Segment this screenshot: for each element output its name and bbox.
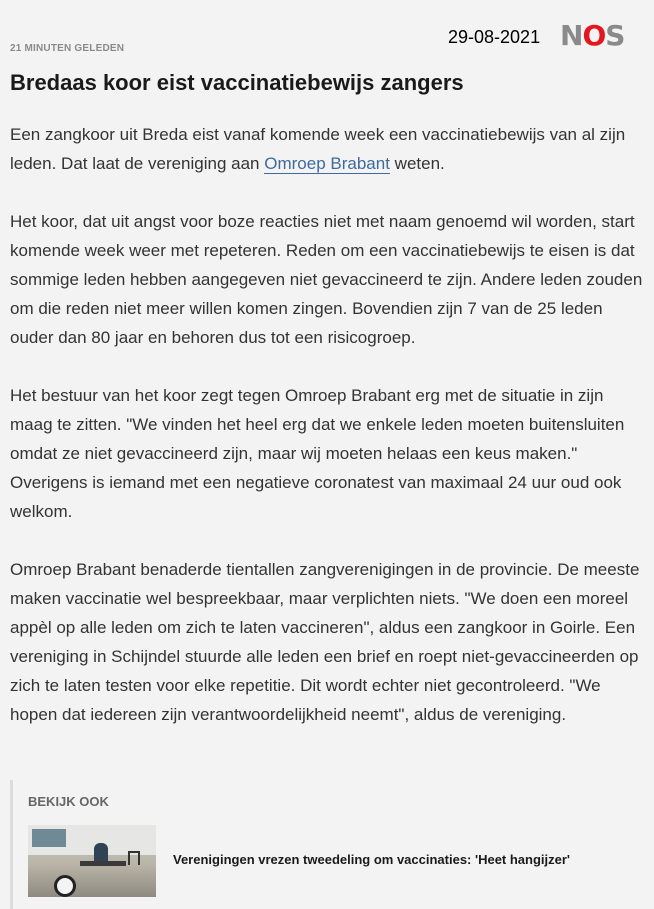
logo-letter-n: N — [560, 19, 583, 52]
logo-letter-o: O — [582, 19, 606, 52]
see-also-article-link[interactable]: Verenigingen vrezen tweedeling om vaccinaties: 'Heet hangijzer' — [173, 852, 571, 867]
paragraph-3: Het bestuur van het koor zegt tegen Omroep Brabant erg met de situatie in zijn maag te zitten. "We vinden het heel erg dat we enkele leden moeten buitensluiten omdat ze niet gevaccineerd zijn, maar wij moeten helaas een keus maken." Overigens is iemand met een negatieve coronatest van maximaal 24 uur oud ook welkom. — [10, 386, 625, 521]
nos-logo[interactable] — [560, 19, 624, 52]
thumbnail-table — [80, 861, 126, 866]
see-also-section — [10, 780, 650, 909]
article-title: Bredaas koor eist vaccinatiebewijs zangers — [10, 70, 464, 95]
date-overlay: 29-08-2021 — [448, 27, 541, 47]
paragraph-2: Het koor, dat uit angst voor boze reacties niet met naam genoemd wil worden, start komende week weer met repeteren. Reden om een vaccinatiebewijs te eisen is dat sommige leden hebben aangegeven niet gevaccineerd te zijn. Andere leden zouden om die reden niet meer willen komen zingen. Bovendien zijn 7 van de 25 leden ouder dan 80 jaar en behoren dus tot een risicogroep. — [10, 212, 643, 347]
see-also-heading: BEKIJK OOK — [28, 794, 109, 809]
paragraph-1 — [10, 120, 650, 178]
see-also-thumbnail[interactable] — [28, 825, 156, 897]
paragraph-1-end: weten. — [389, 154, 445, 173]
article-body — [10, 120, 650, 758]
thumbnail-window — [32, 829, 66, 847]
article-timestamp: 21 MINUTEN GELEDEN — [10, 43, 125, 54]
paragraph-4: Omroep Brabant benaderde tientallen zangverenigingen in de provincie. De meeste maken vaccinatie wel bespreekbaar, maar verplichten niets. "We doen een moreel appèl op alle leden om zich te laten vaccineren", aldus een zangkoor in Goirle. Een vereniging in Schijndel stuurde alle leden een brief en roept niet-gevaccineerden op zich te laten testen voor elke repetitie. Dit wordt echter niet gecontroleerd. "We hopen dat iedereen zijn verantwoordelijkheid neemt", aldus de vereniging. — [10, 560, 640, 724]
paragraph-1-text: Een zangkoor uit Breda eist vanaf komende week een vaccinatiebewijs van al zijn leden. Dat laat de vereniging aan — [10, 125, 626, 173]
clock-icon — [54, 875, 76, 897]
omroep-brabant-link[interactable]: Omroep Brabant — [264, 154, 390, 173]
thumbnail-chair — [128, 851, 140, 865]
logo-letter-s: S — [605, 19, 625, 52]
